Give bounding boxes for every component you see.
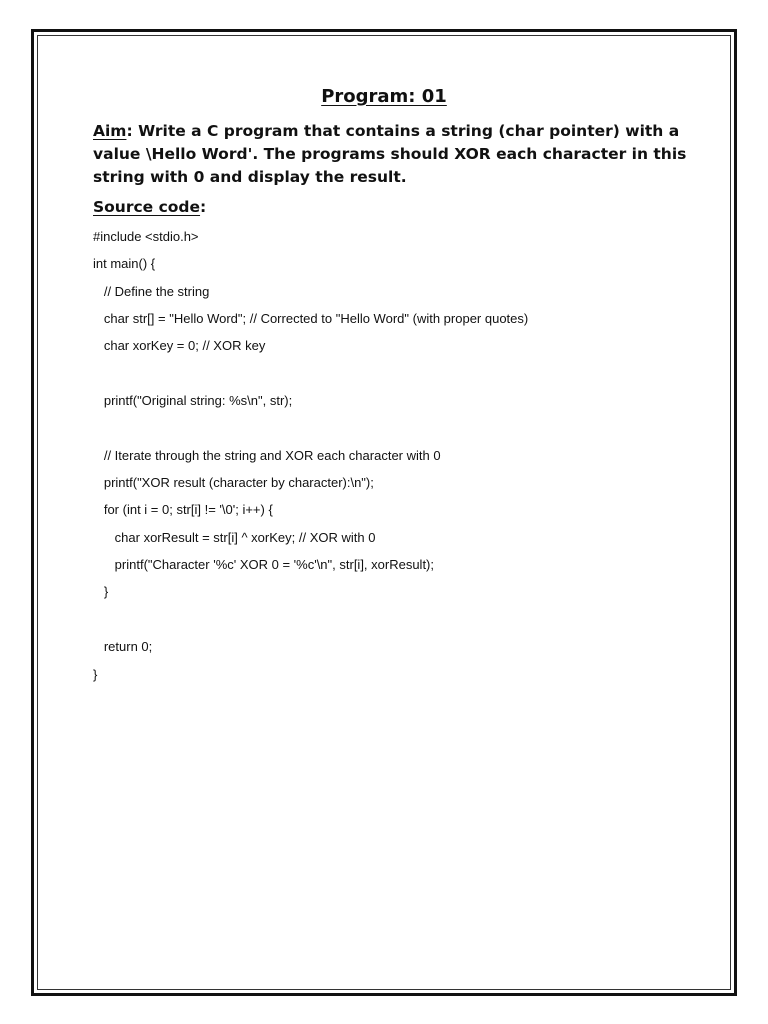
source-code-block [93, 227, 713, 692]
code-line [93, 364, 713, 391]
code-line [93, 418, 713, 445]
code-line: #include <stdio.h> [93, 229, 199, 244]
code-line: } [93, 584, 109, 600]
program-title [0, 86, 768, 107]
source-code-colon: : [200, 198, 207, 216]
code-line: int main() { [93, 256, 156, 272]
program-title-text: Program: 01 [321, 86, 447, 107]
source-code-heading [93, 198, 206, 216]
code-line: char xorKey = 0; // XOR key [93, 338, 266, 354]
code-line: printf("Original string: %s\n", str); [93, 393, 293, 409]
code-line: // Iterate through the string and XOR each character with 0 [93, 447, 441, 463]
code-line [93, 610, 713, 637]
code-line: printf("XOR result (character by character):\n"); [93, 475, 374, 491]
code-line: printf("Character '%c' XOR 0 = '%c'\n", str[i], xorResult); [93, 557, 434, 573]
aim-text: : Write a C program that contains a string (char pointer) with a value \Hello Word'. The programs should XOR each character in this string with 0 and display the result. [93, 122, 687, 186]
code-line: return 0; [93, 639, 153, 655]
aim-label: Aim [93, 122, 127, 140]
code-line: // Define the string [93, 283, 210, 299]
code-line: char str[] = "Hello Word"; // Corrected to "Hello Word" (with proper quotes) [93, 311, 529, 327]
code-line: } [93, 666, 98, 682]
source-code-label: Source code [93, 198, 201, 216]
code-line: char xorResult = str[i] ^ xorKey; // XOR with 0 [93, 529, 376, 545]
code-line: for (int i = 0; str[i] != '\0'; i++) { [93, 502, 273, 518]
aim-paragraph [93, 120, 693, 189]
